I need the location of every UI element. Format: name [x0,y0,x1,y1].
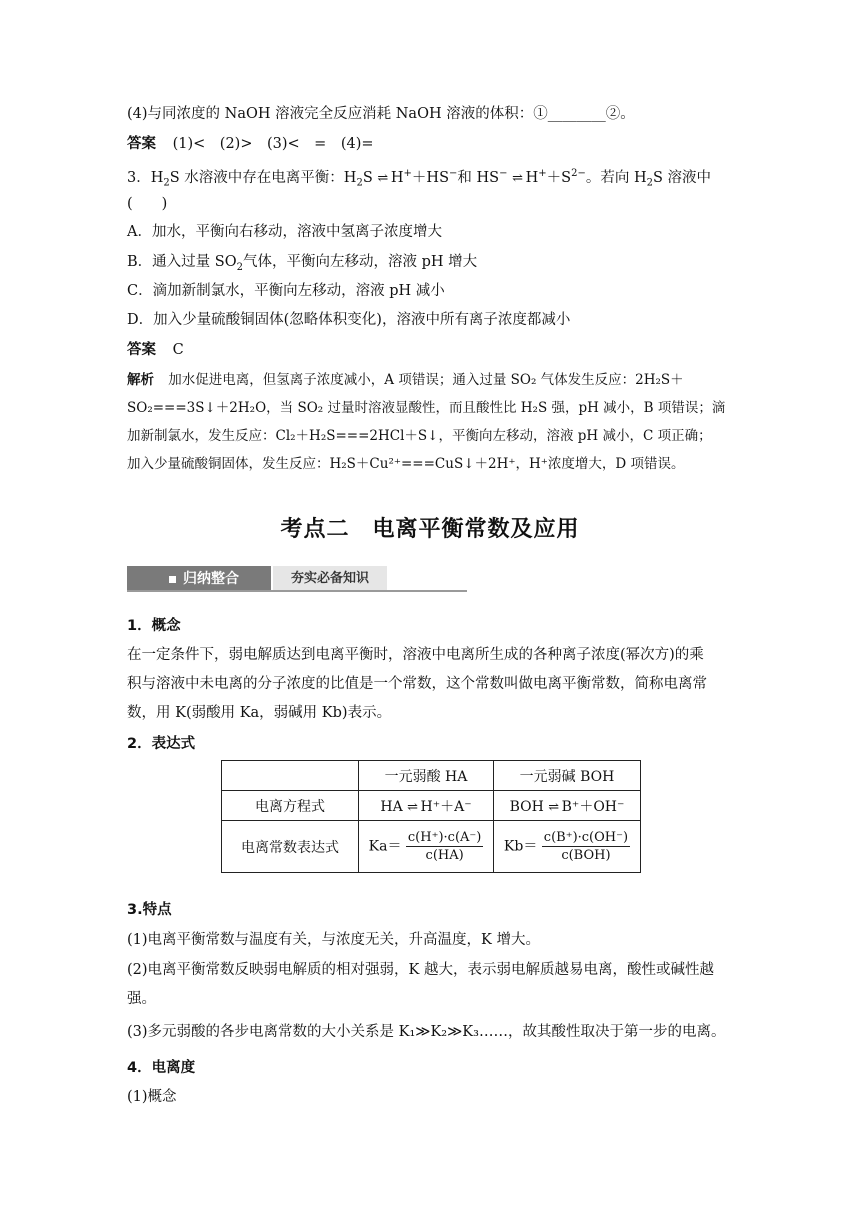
analysis-line-2: SO₂===3S↓＋2H₂O，当 SO₂ 过量时溶液显酸性，而且酸性比 H₂S 强，pH 减小，B 项错误；滴 [127,400,726,416]
question-3-stem: 3．$H_2S$ 水溶液中存在电离平衡：$H_2S$ ⇌ H+＋HS−和 HS− ⇌ $H^++S^{2-}$。若向 $H_2S$ 溶液中 [127,168,712,189]
analysis-line-1: 解析 加水促进电离，但氢离子浓度减小，A 项错误；通入过量 SO₂ 气体发生反应：2H₂S＋ [127,372,684,388]
acid-equation: HA ⇌ H⁺＋A⁻ [359,791,494,821]
answer-1 [127,134,374,154]
feature-2-line-1: (2)电离平衡常数反映弱电解质的相对强弱，K 越大，表示弱电解质越易电离，酸性或碱性越 [127,962,714,978]
banner-underline [127,590,467,592]
equilibrium-arrow-icon: ⇌ [548,799,558,815]
ionization-concept: (1)概念 [127,1089,177,1105]
square-bullet-icon [169,576,176,583]
concept-line-3: 数，用 K(弱酸用 Ka，弱碱用 Kb)表示。 [127,705,392,721]
section-banner [127,566,467,592]
answer-2 [127,340,184,360]
table-corner [222,761,359,791]
section-heading: 考点二 电离平衡常数及应用 [280,517,580,542]
banner-right: 夯实必备知识 [273,566,387,592]
banner-left: 归纳整合 [127,566,271,592]
kb-fraction: $\frac{c(B^+)\cdot c(OH^-)}{\text{c(BOH)}}$ [543,830,629,863]
answer-label: 答案 [127,342,156,358]
analysis-line-3: 加新制氯水，发生反应：Cl₂＋H₂S===2HCl＋S↓，平衡向左移动，溶液 pH 减小，C 项正确； [127,428,712,444]
concept-line-2: 积与溶液中未电离的分子浓度的比值是一个常数，这个常数叫做电离平衡常数，简称电离常 [127,676,707,692]
feature-3: (3)多元弱酸的各步电离常数的大小关系是 K₁≫K₂≫K₃……，故其酸性取决于第一步的电离。 [127,1024,726,1040]
feature-1: (1)电离平衡常数与温度有关，与浓度无关，升高温度，K 增大。 [127,932,540,948]
option-a: A．加水，平衡向右移动，溶液中氢离子浓度增大 [127,224,442,240]
analysis-label: 解析 [127,372,154,388]
equilibrium-arrow-icon: ⇌ [512,170,521,186]
subheading-concept: 1．概念 [127,618,181,634]
question-3-paren: ( ) [127,196,168,212]
subheading-ionization-degree: 4．电离度 [127,1060,196,1076]
base-equation: BOH ⇌ B⁺＋OH⁻ [494,791,641,821]
equilibrium-arrow-icon: ⇌ [377,170,387,186]
ka-expression: Ka＝ $\frac{c(H^+)\cdot c(A^-)}{c(HA)}$ [359,821,494,873]
table-header-base: 一元弱碱 BOH [494,761,641,791]
answer-text: C [172,342,184,358]
row-label-equation: 电离方程式 [222,791,359,821]
ka-fraction: $\frac{c(H^+)\cdot c(A^-)}{c(HA)}$ [407,830,482,863]
option-d: D．加入少量硫酸铜固体(忽略体积变化)，溶液中所有离子浓度都减小 [127,312,571,328]
answer-text: (1)< (2)> (3)< = (4)= [172,136,374,152]
option-c: C．滴加新制氯水，平衡向左移动，溶液 pH 减小 [127,283,445,299]
kb-expression: Kb＝ $\frac{c(B^+)\cdot c(OH^-)}{\text{c(BOH)}}$ [494,821,641,873]
answer-label: 答案 [127,136,156,152]
subheading-features: 3.特点 [127,902,172,918]
equilibrium-arrow-icon: ⇌ [407,799,417,815]
option-b: B．通入过量 $SO_2$气体，平衡向左移动，溶液 pH 增大 [127,254,478,273]
concept-line-1: 在一定条件下，弱电解质达到电离平衡时，溶液中电离所生成的各种离子浓度(幂次方)的乘 [127,647,704,663]
subheading-expression: 2．表达式 [127,736,196,752]
feature-2-line-2: 强。 [127,991,156,1007]
question-4: (4)与同浓度的 NaOH 溶液完全反应消耗 NaOH 溶液的体积：①________②。 [127,106,635,122]
expression-table [221,760,641,873]
analysis-line-4: 加入少量硫酸铜固体，发生反应：H₂S＋Cu²⁺===CuS↓＋2H⁺，H⁺浓度增大，D 项错误。 [127,456,685,472]
row-label-constant: 电离常数表达式 [222,821,359,873]
table-header-acid: 一元弱酸 HA [359,761,494,791]
